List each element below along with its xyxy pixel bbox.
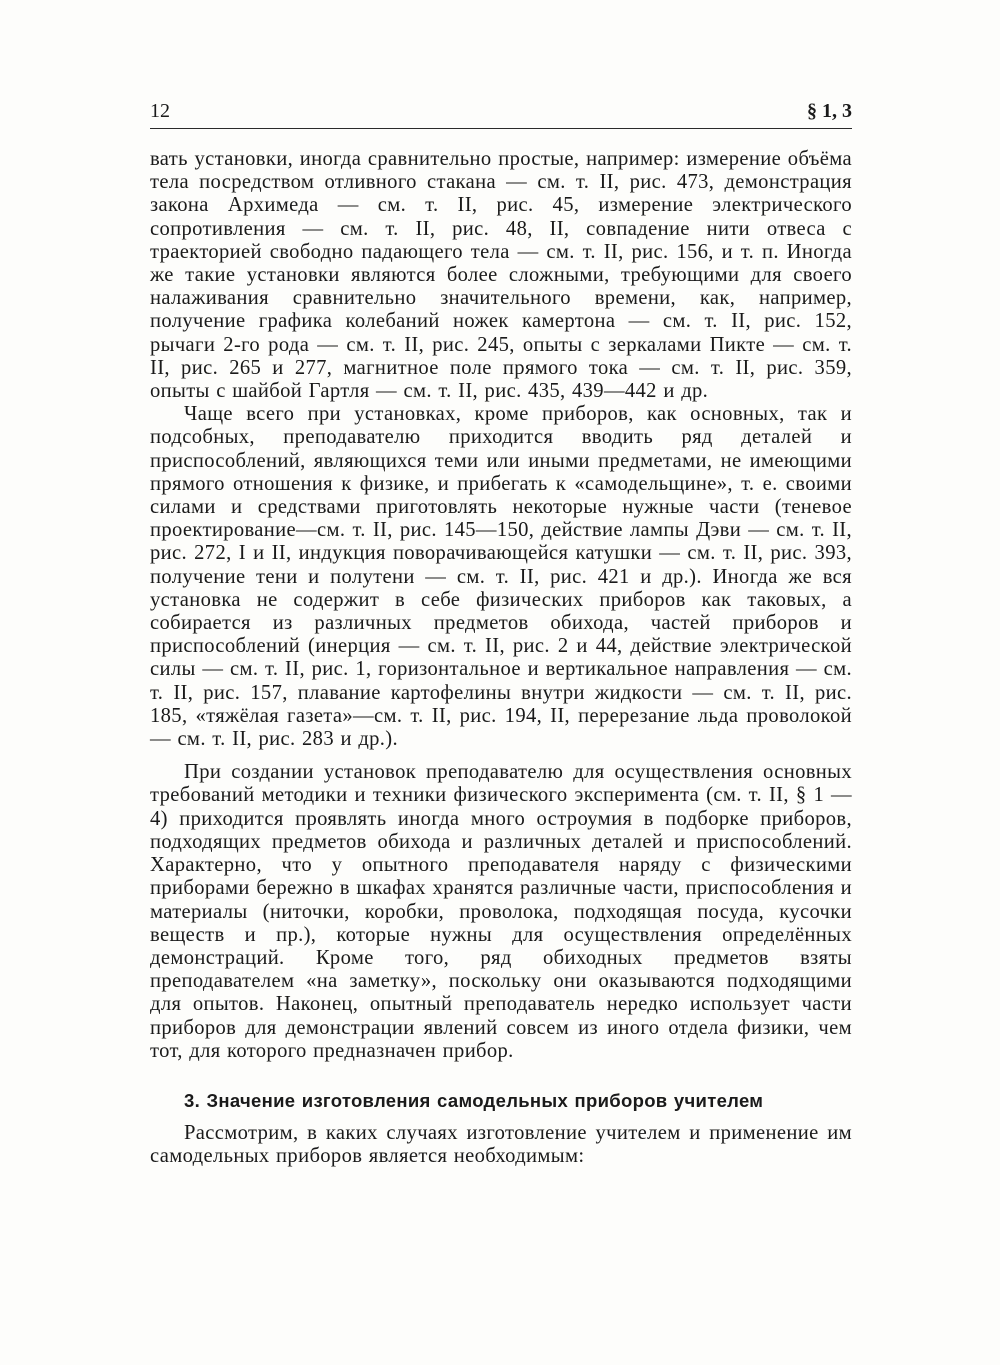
paragraph-3: При создании установок преподавателю для осуществления основных требований методики и техники физического эксперимента (см. т. II, § 1 —4) приходится проявлять иногда много остроумия в подборке приборов, подходящих предметов обихода и различных деталей и приспособлений. Характерно, что у опытного преподавателя наряду с физическими приборами бережно в шкафах хранятся различные части, приспособления и материалы (ниточки, коробки, проволока, подходящая посуда, кусочки веществ и пр.), которые нужны для осуществления определённых демонстраций. Кроме того, ряд обиходных предметов взяты преподавателем «на заметку», поскольку они оказываются подходящими для опытов. Наконец, опытный преподаватель нередко использует части приборов для демонстрации явлений совсем из иного отдела физики, чем тот, для которого предназначен прибор. xyxy=(150,761,852,1062)
body-text xyxy=(150,148,852,1169)
section-reference: § 1, 3 xyxy=(807,100,852,122)
paragraph-2: Чаще всего при установках, кроме приборов, как основных, так и подсобных, преподавателю приходится вводить ряд деталей и приспособлений, являющихся теми или иными предметами, не имеющими прямого отношения к физике, и прибегать к «самодельщине», т. е. своими силами и средствами приготовлять некоторые нужные части (теневое проектирование—см. т. II, рис. 145—150, действие лампы Дэви — см. т. II, рис. 272, I и II, индукция поворачивающейся катушки — см. т. II, рис. 393, получение тени и полутени — см. т. II, рис. 421 и др.). Иногда же вся установка не содержит в себе физических приборов как таковых, а собирается из различных предметов обихода, частей приборов и приспособлений (инерция — см. т. II, рис. 2 и 44, действие электрической силы — см. т. II, рис. 1, горизонтальное и вертикальное направления — см. т. II, рис. 157, плавание картофелины внутри жидкости — см. т. II, рис. 185, «тяжёлая газета»—см. т. II, рис. 194, II, перерезание льда проволокой — см. т. II, рис. 283 и др.). xyxy=(150,403,852,751)
paragraph-4: Рассмотрим, в каких случаях изготовление учителем и применение им самодельных приборов является необходимым: xyxy=(150,1122,852,1168)
page-header xyxy=(150,98,852,129)
paragraph-1: вать установки, иногда сравнительно простые, например: измерение объёма тела посредством отливного стакана — см. т. II, рис. 473, демонстрация закона Архимеда — см. т. II, рис. 45, измерение электрического сопротивления — см. т. II, рис. 48, II, совпадение нити отвеса с траекторией свободно падающего тела — см. т. II, рис. 156, и т. п. Иногда же такие установки являются более сложными, требующими для своего налаживания сравнительно значительного времени, как, например, получение графика колебаний ножек камертона — см. т. II, рис. 152, рычаги 2-го рода — см. т. II, рис. 245, опыты с зеркалами Пикте — см. т. II, рис. 265 и 277, магнитное поле прямого тока — см. т. II, рис. 359, опыты с шайбой Гартля — см. т. II, рис. 435, 439—442 и др. xyxy=(150,148,852,403)
section-heading: 3. Значение изготовления самодельных приборов учителем xyxy=(184,1089,764,1111)
page-number: 12 xyxy=(150,100,170,122)
